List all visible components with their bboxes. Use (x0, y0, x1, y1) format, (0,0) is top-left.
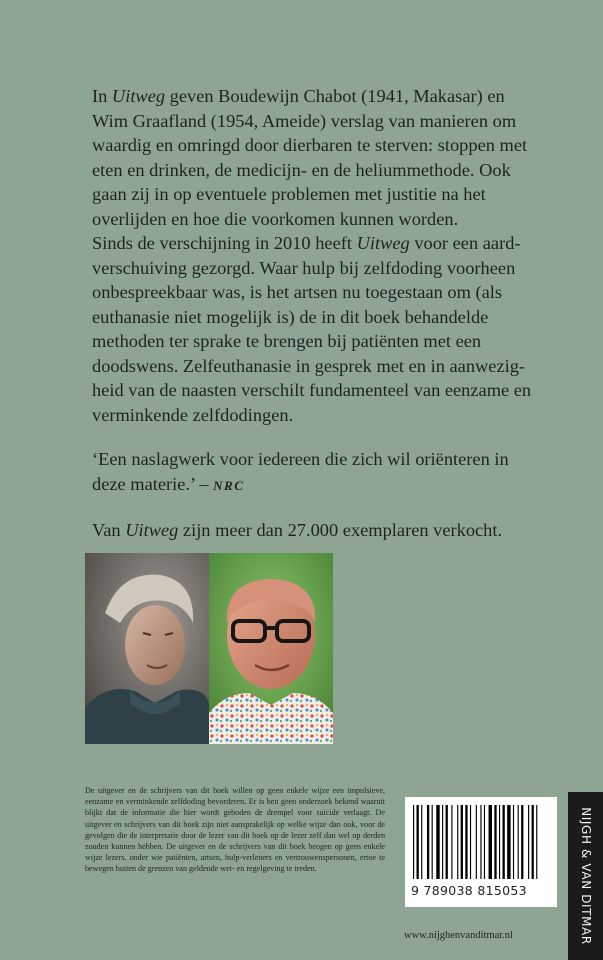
author-portrait-photo-2 (209, 553, 333, 744)
publisher-logo-text: NIJGH & VAN DITMAR (578, 807, 593, 945)
sales-text-b: zijn meer dan 27.000 exemplaren verkocht. (178, 520, 503, 540)
blurb-p1-text-a: In (92, 86, 112, 106)
sales-line (92, 518, 532, 543)
blurb-text (92, 84, 532, 543)
isbn-number: 9 789038 815053 (411, 883, 527, 898)
blurb-p2-text-b: voor een aard-verschuiving gezorgd. Waar hulp bij zelfdoding voorheen onbespreekbaar was, is het artsen nu toegestaan om (als euthanasie niet mogelijk is) de in dit boek behandelde methoden ter sprake te brengen bij patiënten met een doodswens. Zelfeuthanasie in gesprek met en in aanwezig-heid van de naasten verschilt fundamenteel van eenzame en verminkende zelfdodingen. (92, 233, 532, 425)
book-title-ref: Uitweg (356, 233, 410, 253)
quote-source: NRC (213, 477, 245, 493)
author-portrait-photo-1 (85, 553, 209, 744)
sales-text-a: Van (92, 520, 126, 540)
barcode-bars-icon (413, 805, 549, 879)
blurb-p1-text-b: geven Boudewijn Chabot (1941, Makasar) en Wim Graafland (1954, Ameide) verslag van manieren om waardig en omringd door dierbaren te sterven: stoppen met eten en drinken, de medicijn- en de heliummethode. Ook gaan zij in op eventuele problemen met justitie na het overlijden en hoe die voorkomen kunnen worden. (92, 86, 528, 229)
author-photo-left (85, 553, 209, 744)
publisher-strip (568, 792, 603, 960)
isbn-barcode (405, 797, 557, 907)
blurb-p2-text-a: Sinds de verschijning in 2010 heeft (92, 233, 357, 253)
blurb-paragraph-1 (92, 84, 532, 231)
author-photo-right (209, 553, 333, 744)
legal-disclaimer: De uitgever en de schrijvers van dit boek willen op geen enkele wijze een impulsieve, eenzame en verminkende zelfdoding bevorderen. Er is hen geen onderzoek bekend waaruit blijkt dat de informatie die hier wordt geboden de drempel voor suïcide verlaagt. De uitgever en schrijvers van dit boek zijn niet aansprakelijk op welke wijze dan ook, voor de gevolgen die de interpretatie door de lezer van dit boek op de lezer zelf dan wel op derden zouden kunnen hebben. De uitgever en de schrijvers van dit boek beogen op geen enkele wijze lezers, onder wie patiënten, artsen, hulp-verleners en vertrouwenspersonen, ertoe te bewegen buiten de grenzen van geldende wet- en regelgeving te treden. (85, 786, 385, 874)
press-quote (92, 447, 532, 498)
publisher-website[interactable]: www.nijghenvanditmar.nl (404, 930, 513, 941)
book-title-ref: Uitweg (125, 520, 179, 540)
quote-text: ‘Een naslagwerk voor iedereen die zich wil oriënteren in deze materie.’ – (92, 449, 509, 494)
book-title-ref: Uitweg (111, 86, 166, 106)
blurb-paragraph-2 (92, 231, 532, 427)
